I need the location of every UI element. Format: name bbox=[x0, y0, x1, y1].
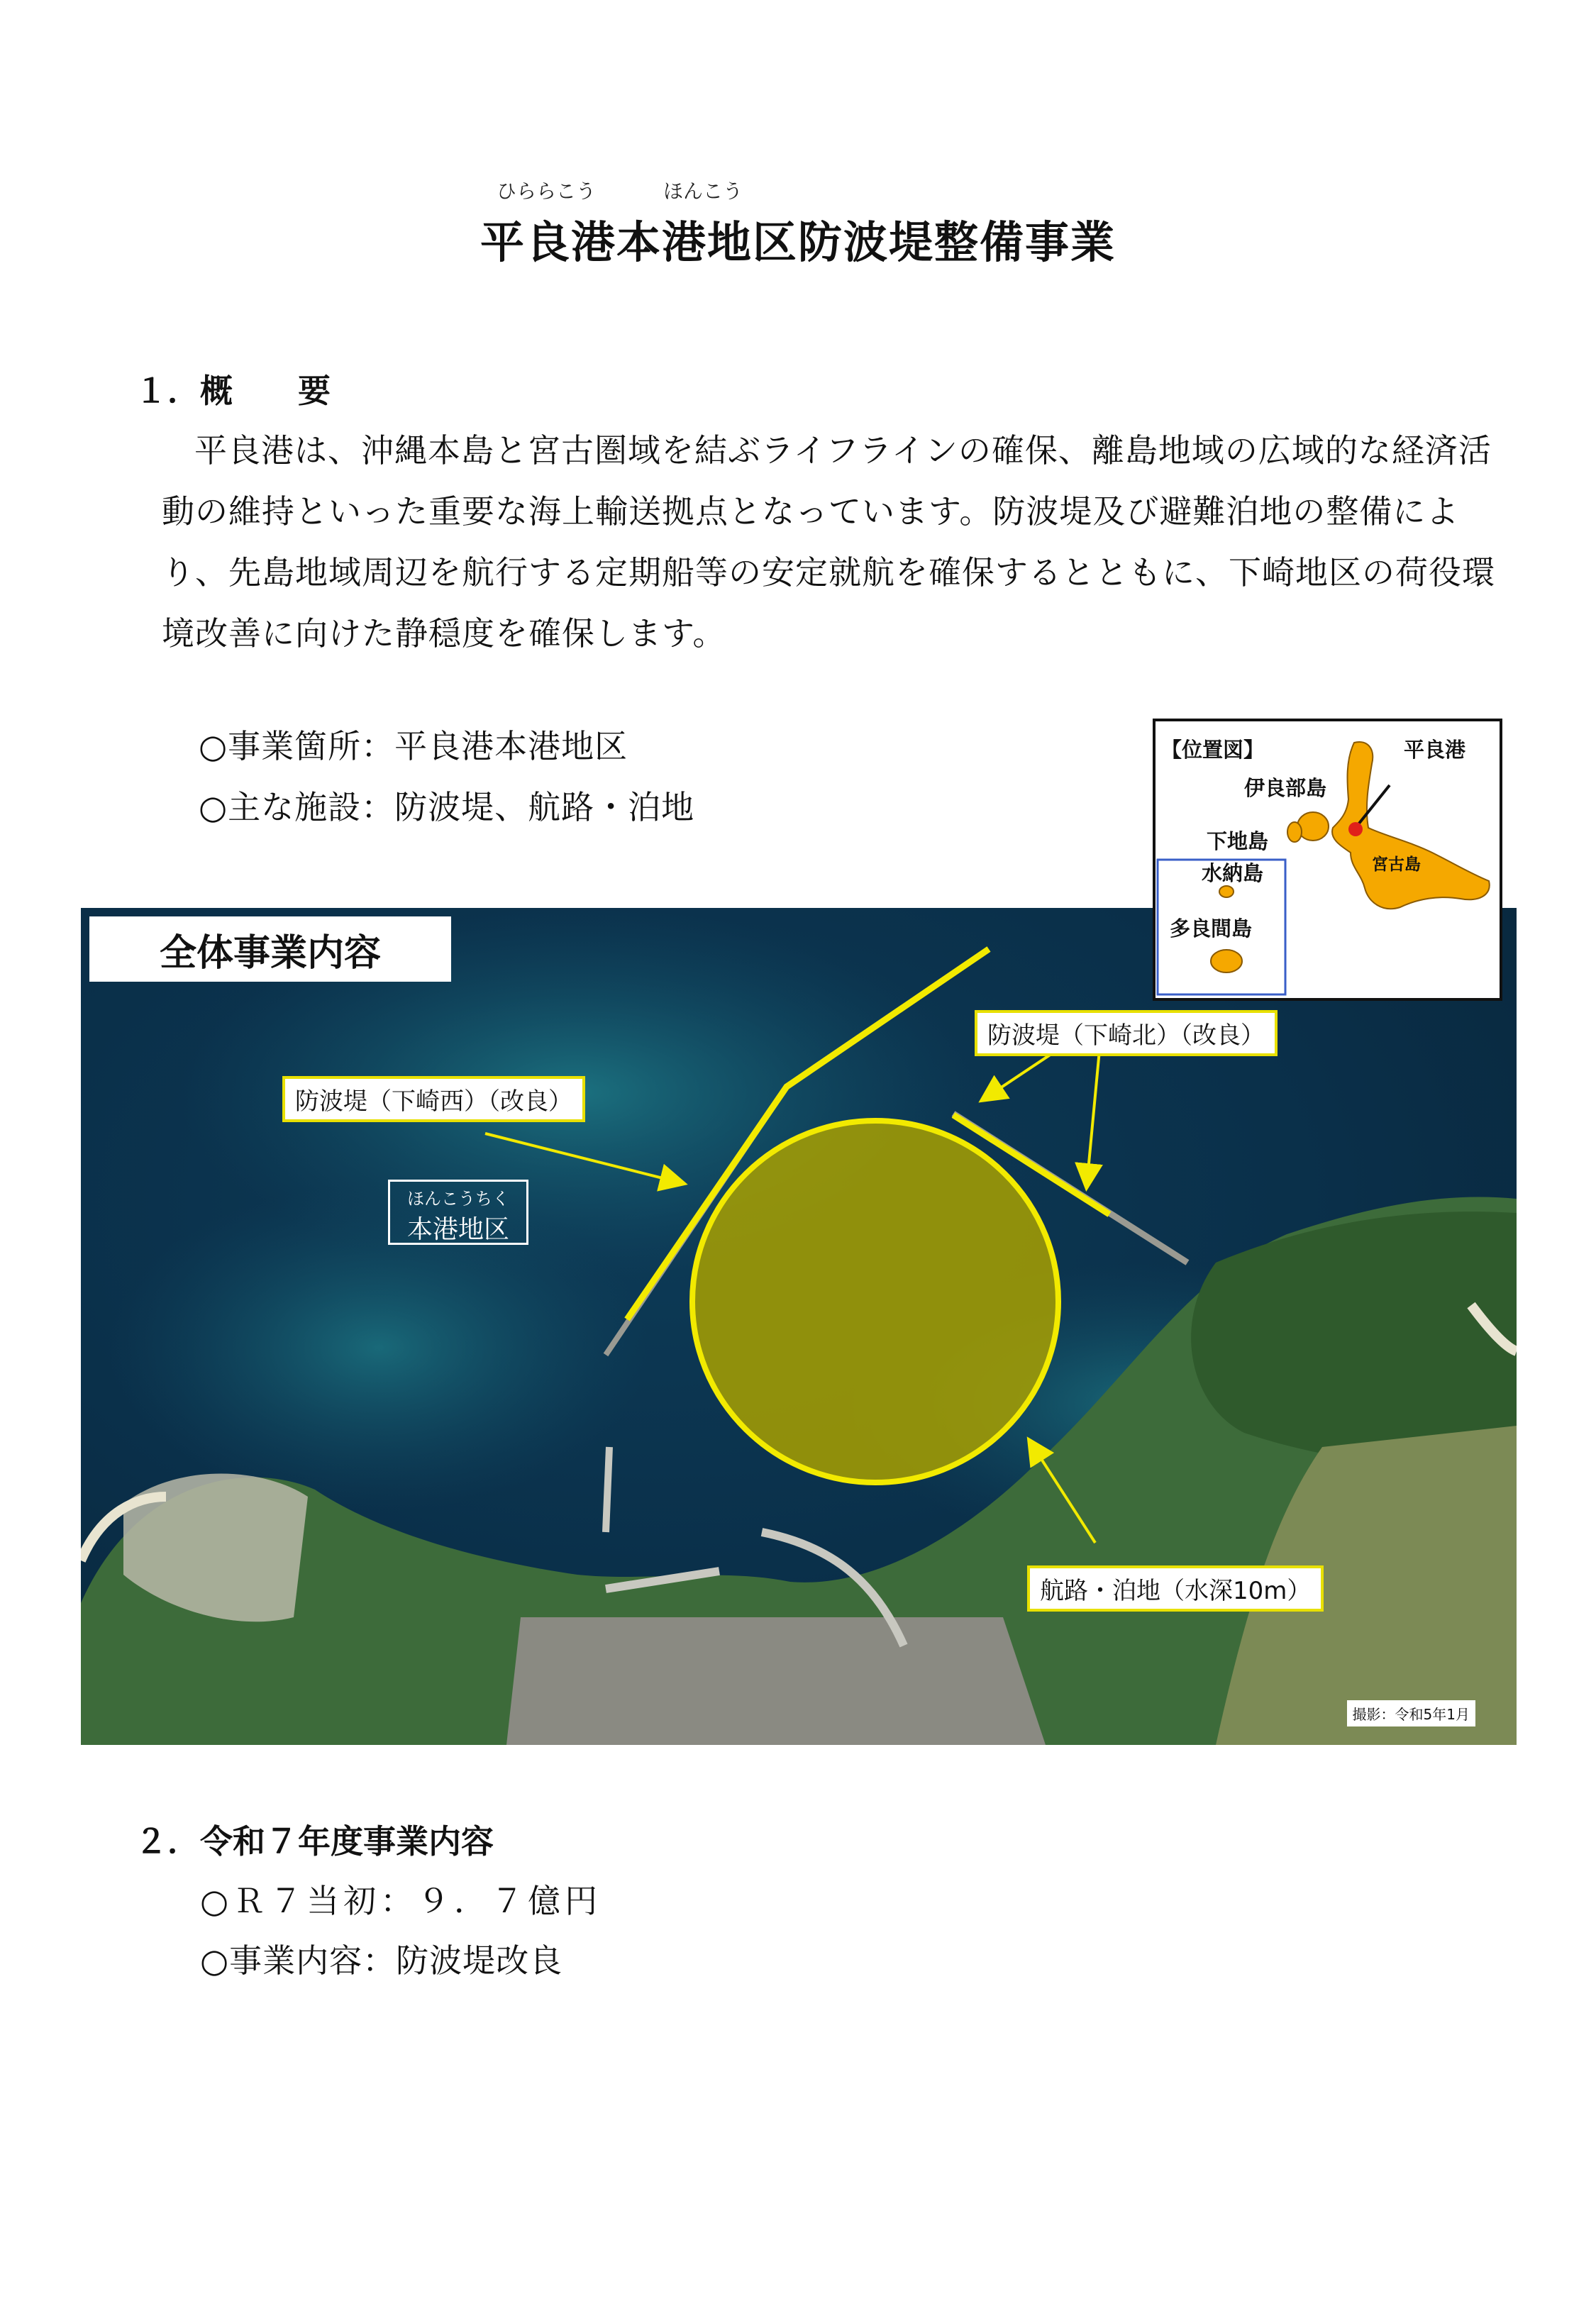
section2-heading: ２．令和７年度事業内容 bbox=[135, 1822, 494, 1861]
aerial-photo-drawing bbox=[81, 908, 1517, 1745]
title-ruby-honko: ほんこう bbox=[663, 179, 743, 203]
district-ruby: ほんこうちく bbox=[407, 1189, 509, 1209]
district-name: 本港地区 bbox=[406, 1215, 509, 1244]
breakwater-short bbox=[606, 1447, 609, 1532]
channel-basin-area bbox=[692, 1121, 1058, 1482]
minna-island-icon bbox=[1219, 886, 1234, 897]
page-title: 平良港本港地区防波堤整備事業 bbox=[480, 216, 1116, 268]
location-map-title: 【位置図】 bbox=[1161, 738, 1265, 762]
port-marker-icon bbox=[1348, 822, 1363, 836]
work-content-item: ○事業内容：防波堤改良 bbox=[200, 1941, 563, 1980]
label-tarama: 多良間島 bbox=[1170, 916, 1253, 941]
reef-west bbox=[109, 1185, 648, 1511]
label-minna: 水納島 bbox=[1202, 861, 1264, 885]
label-miyako: 宮古島 bbox=[1372, 855, 1421, 874]
shimoji-island-icon bbox=[1287, 822, 1302, 842]
project-location-item: ○事業箇所：平良港本港地区 bbox=[199, 727, 628, 765]
label-breakwater-north: 防波堤（下崎北）（改良） bbox=[975, 1010, 1278, 1056]
label-breakwater-west: 防波堤（下崎西）（改良） bbox=[282, 1076, 585, 1122]
port-facilities bbox=[506, 1617, 1046, 1745]
tarama-island-icon bbox=[1211, 950, 1242, 972]
location-map bbox=[1153, 719, 1502, 1001]
section1-heading: １．概 要 bbox=[135, 372, 331, 410]
overview-paragraph: 平良港は、沖縄本島と宮古圏域を結ぶライフラインの確保、離島地域の広域的な経済活動の維持といった重要な海上輸送拠点となっています。防波堤及び避難泊地の整備により、先島地域周辺を航行する定期船等の安定就航を確保するとともに、下崎地区の荷役環境改善に向けた静穏度を確保します。 bbox=[162, 431, 1495, 653]
photo-credit: 撮影：令和5年1月 bbox=[1347, 1700, 1475, 1726]
overall-content-label: 全体事業内容 bbox=[89, 916, 451, 982]
label-shimoji: 下地島 bbox=[1207, 829, 1269, 853]
district-label bbox=[388, 1180, 528, 1245]
irabu-island-icon bbox=[1297, 812, 1329, 841]
label-hirara-port: 平良港 bbox=[1404, 738, 1466, 762]
main-facilities-item: ○主な施設：防波堤、航路・泊地 bbox=[199, 788, 695, 826]
aerial-photo bbox=[81, 908, 1517, 1745]
budget-item: ○Ｒ７当初：９．７億円 bbox=[200, 1882, 602, 1920]
label-channel-basin: 航路・泊地（水深10m） bbox=[1027, 1565, 1324, 1612]
label-irabu: 伊良部島 bbox=[1244, 776, 1327, 800]
title-ruby-hirarako: ひららこう bbox=[497, 179, 597, 203]
